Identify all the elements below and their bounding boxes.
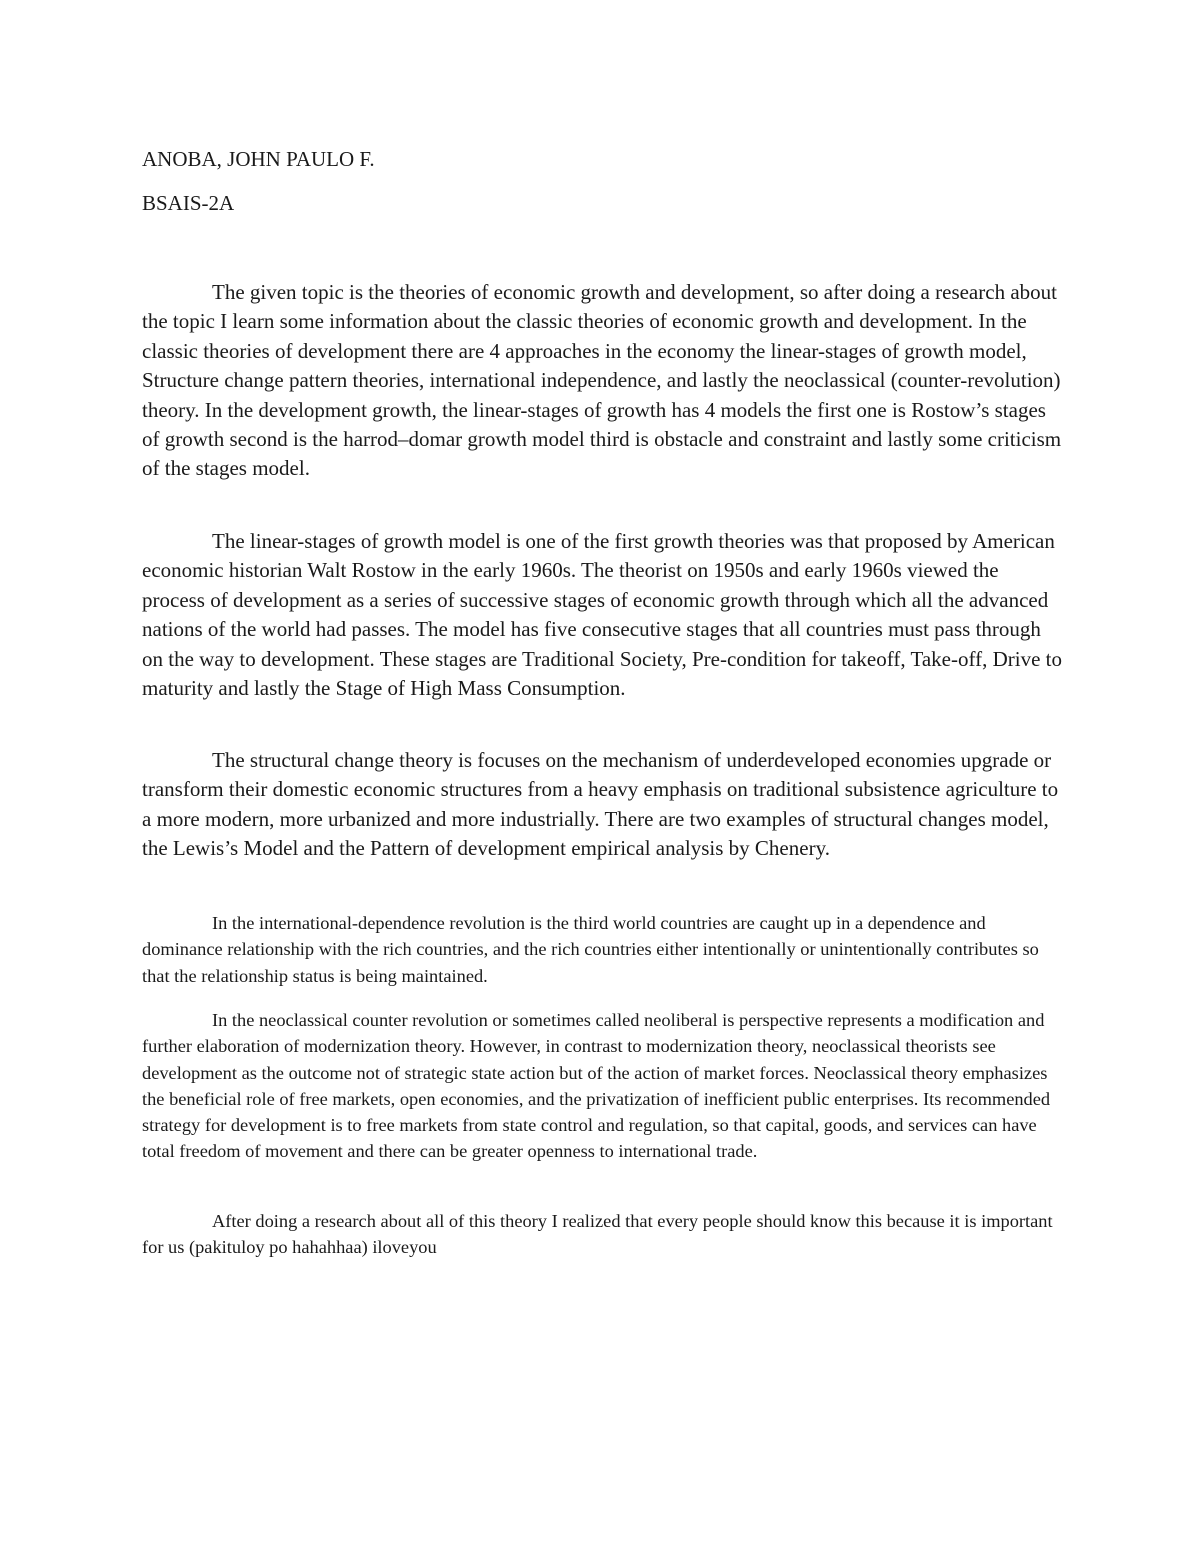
essay-paragraph-1: The given topic is the theories of economic growth and development, so after doing a research about the topic I learn some information about the classic theories of economic growth and development. In the classic theories of development there are 4 approaches in the economy the linear-stages of growth model, Structure change pattern theories, international independence, and lastly the neoclassical (counter-revolution) theory. In the development growth, the linear-stages of growth has 4 models the first one is Rostow’s stages of growth second is the harrod–domar growth model third is obstacle and constraint and lastly some criticism of the stages model. <box>142 280 1062 481</box>
essay-paragraph-4: In the international-dependence revolution is the third world countries are caught up in a dependence and dominance relationship with the rich countries, and the rich countries either intentionally or unintentionally contributes so that the relationship status is being maintained. <box>142 913 1039 986</box>
section-code: BSAIS-2A <box>142 191 235 215</box>
essay-paragraph-2: The linear-stages of growth model is one of the first growth theories was that proposed by American economic historian Walt Rostow in the early 1960s. The theorist on 1950s and early 1960s viewed the process of development as a series of successive stages of economic growth through which all the advanced nations of the world had passes. The model has five consecutive stages that all countries must pass through on the way to development. These stages are Traditional Society, Pre-condition for takeoff, Take-off, Drive to maturity and lastly the Stage of High Mass Consumption. <box>142 529 1062 701</box>
student-name: ANOBA, JOHN PAULO F. <box>142 147 375 171</box>
essay-paragraph-5: In the neoclassical counter revolution or sometimes called neoliberal is perspective represents a modification and further elaboration of modernization theory. However, in contrast to modernization theory, neoclassical theorists see development as the outcome not of strategic state action but of the action of market forces. Neoclassical theory emphasizes the beneficial role of free markets, open economies, and the privatization of inefficient public enterprises. Its recommended strategy for development is to free markets from state control and regulation, so that capital, goods, and services can have total freedom of movement and there can be greater openness to international trade. <box>142 1010 1051 1162</box>
essay-paragraph-6: After doing a research about all of this theory I realized that every people should know this because it is important for us (pakituloy po hahahhaa) iloveyou <box>142 1211 1053 1258</box>
essay-paragraph-3: The structural change theory is focuses on the mechanism of underdeveloped economies upgrade or transform their domestic economic structures from a heavy emphasis on traditional subsistence agriculture to a more modern, more urbanized and more industrially. There are two examples of structural changes model, the Lewis’s Model and the Pattern of development empirical analysis by Chenery. <box>142 748 1059 861</box>
